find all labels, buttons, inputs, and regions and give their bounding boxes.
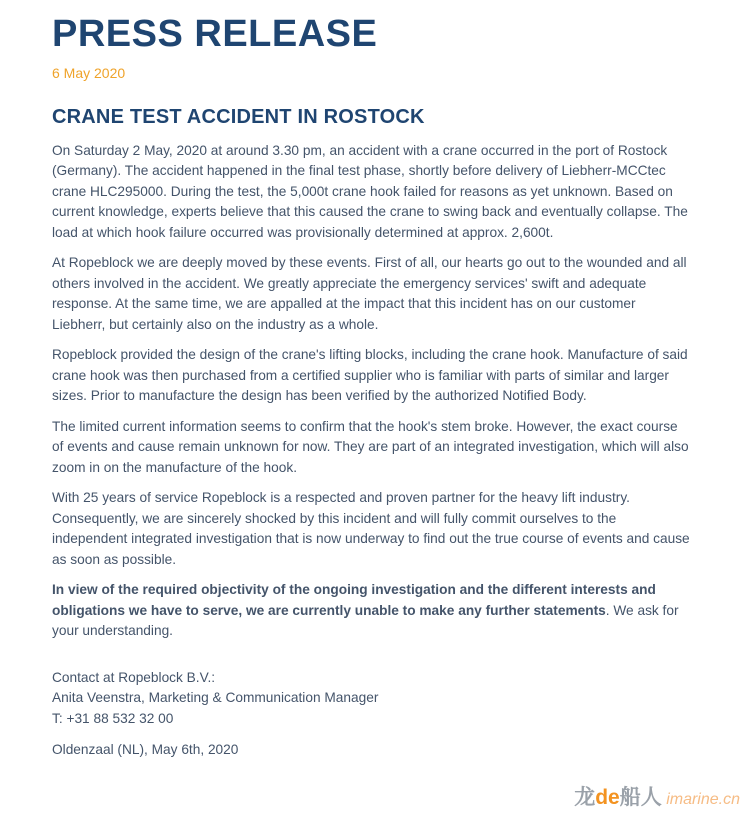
paragraph-sympathy: At Ropeblock we are deeply moved by these events. First of all, our hearts go out to the wounded and all others involved in the accident. We greatly appreciate the emergency services' swift and adequate response. At the same time, we are appalled at the impact that this incident has on our customer Liebherr, but certainly also on the industry as a whole.	[52, 255, 687, 332]
page-title: PRESS RELEASE	[52, 13, 378, 55]
watermark-domain-text: imarine.cn	[661, 791, 740, 808]
paragraph-design: Ropeblock provided the design of the crane's lifting blocks, including the crane hook. Manufacture of said crane hook was then purchased from a certified supplier who is familiar with parts of similar and larger sizes. Prior to manufacture the design has been verified by the authorized Notified Body.	[52, 347, 688, 404]
paragraph-incident: On Saturday 2 May, 2020 at around 3.30 pm, an accident with a crane occurred in the port of Rostock (Germany). The accident happened in the final test phase, shortly before delivery of Liebherr-MCCtec crane HLC295000. During the test, the 5,000t crane hook failed for reasons as yet unknown. Based on current knowledge, experts believe that this caused the crane to swing back and eventually collapse. The load at which hook failure occurred was provisionally determined at approx. 2,600t.	[52, 142, 688, 240]
watermark-boatpeople-glyph: 船人	[619, 786, 662, 809]
article-heading: CRANE TEST ACCIDENT IN ROSTOCK	[52, 105, 425, 128]
article-body	[52, 141, 692, 642]
watermark-dragon-glyph: 龙	[574, 786, 596, 809]
watermark-de-text: de	[595, 786, 620, 809]
contact-phone-line: T: +31 88 532 32 00	[52, 710, 174, 726]
imarine-watermark	[574, 787, 740, 808]
contact-block	[52, 668, 692, 730]
paragraph-investigation: The limited current information seems to confirm that the hook's stem broke. However, the exact course of events and cause remain unknown for now. They are part of an integrated investigation, which will also zoom in on the manufacture of the hook.	[52, 418, 689, 475]
statement-paragraph	[52, 580, 692, 642]
dateline: Oldenzaal (NL), May 6th, 2020	[52, 742, 239, 758]
paragraph-commitment: With 25 years of service Ropeblock is a respected and proven partner for the heavy lift industry. Consequently, we are sincerely shocked by this incident and will fully commit ourselves to the independent integrated investigation that is now underway to find out the true course of events and cause as soon as possible.	[52, 490, 690, 567]
contact-person-line: Anita Veenstra, Marketing & Communication Manager	[52, 690, 379, 706]
press-date: 6 May 2020	[52, 64, 126, 81]
statement-regular-text: . We ask for your understanding.	[52, 602, 679, 639]
statement-bold-text: In view of the required objectivity of the ongoing investigation and the different interests and obligations we have to serve, we are currently unable to make any further statements	[52, 582, 656, 618]
contact-intro-line: Contact at Ropeblock B.V.:	[52, 669, 216, 685]
